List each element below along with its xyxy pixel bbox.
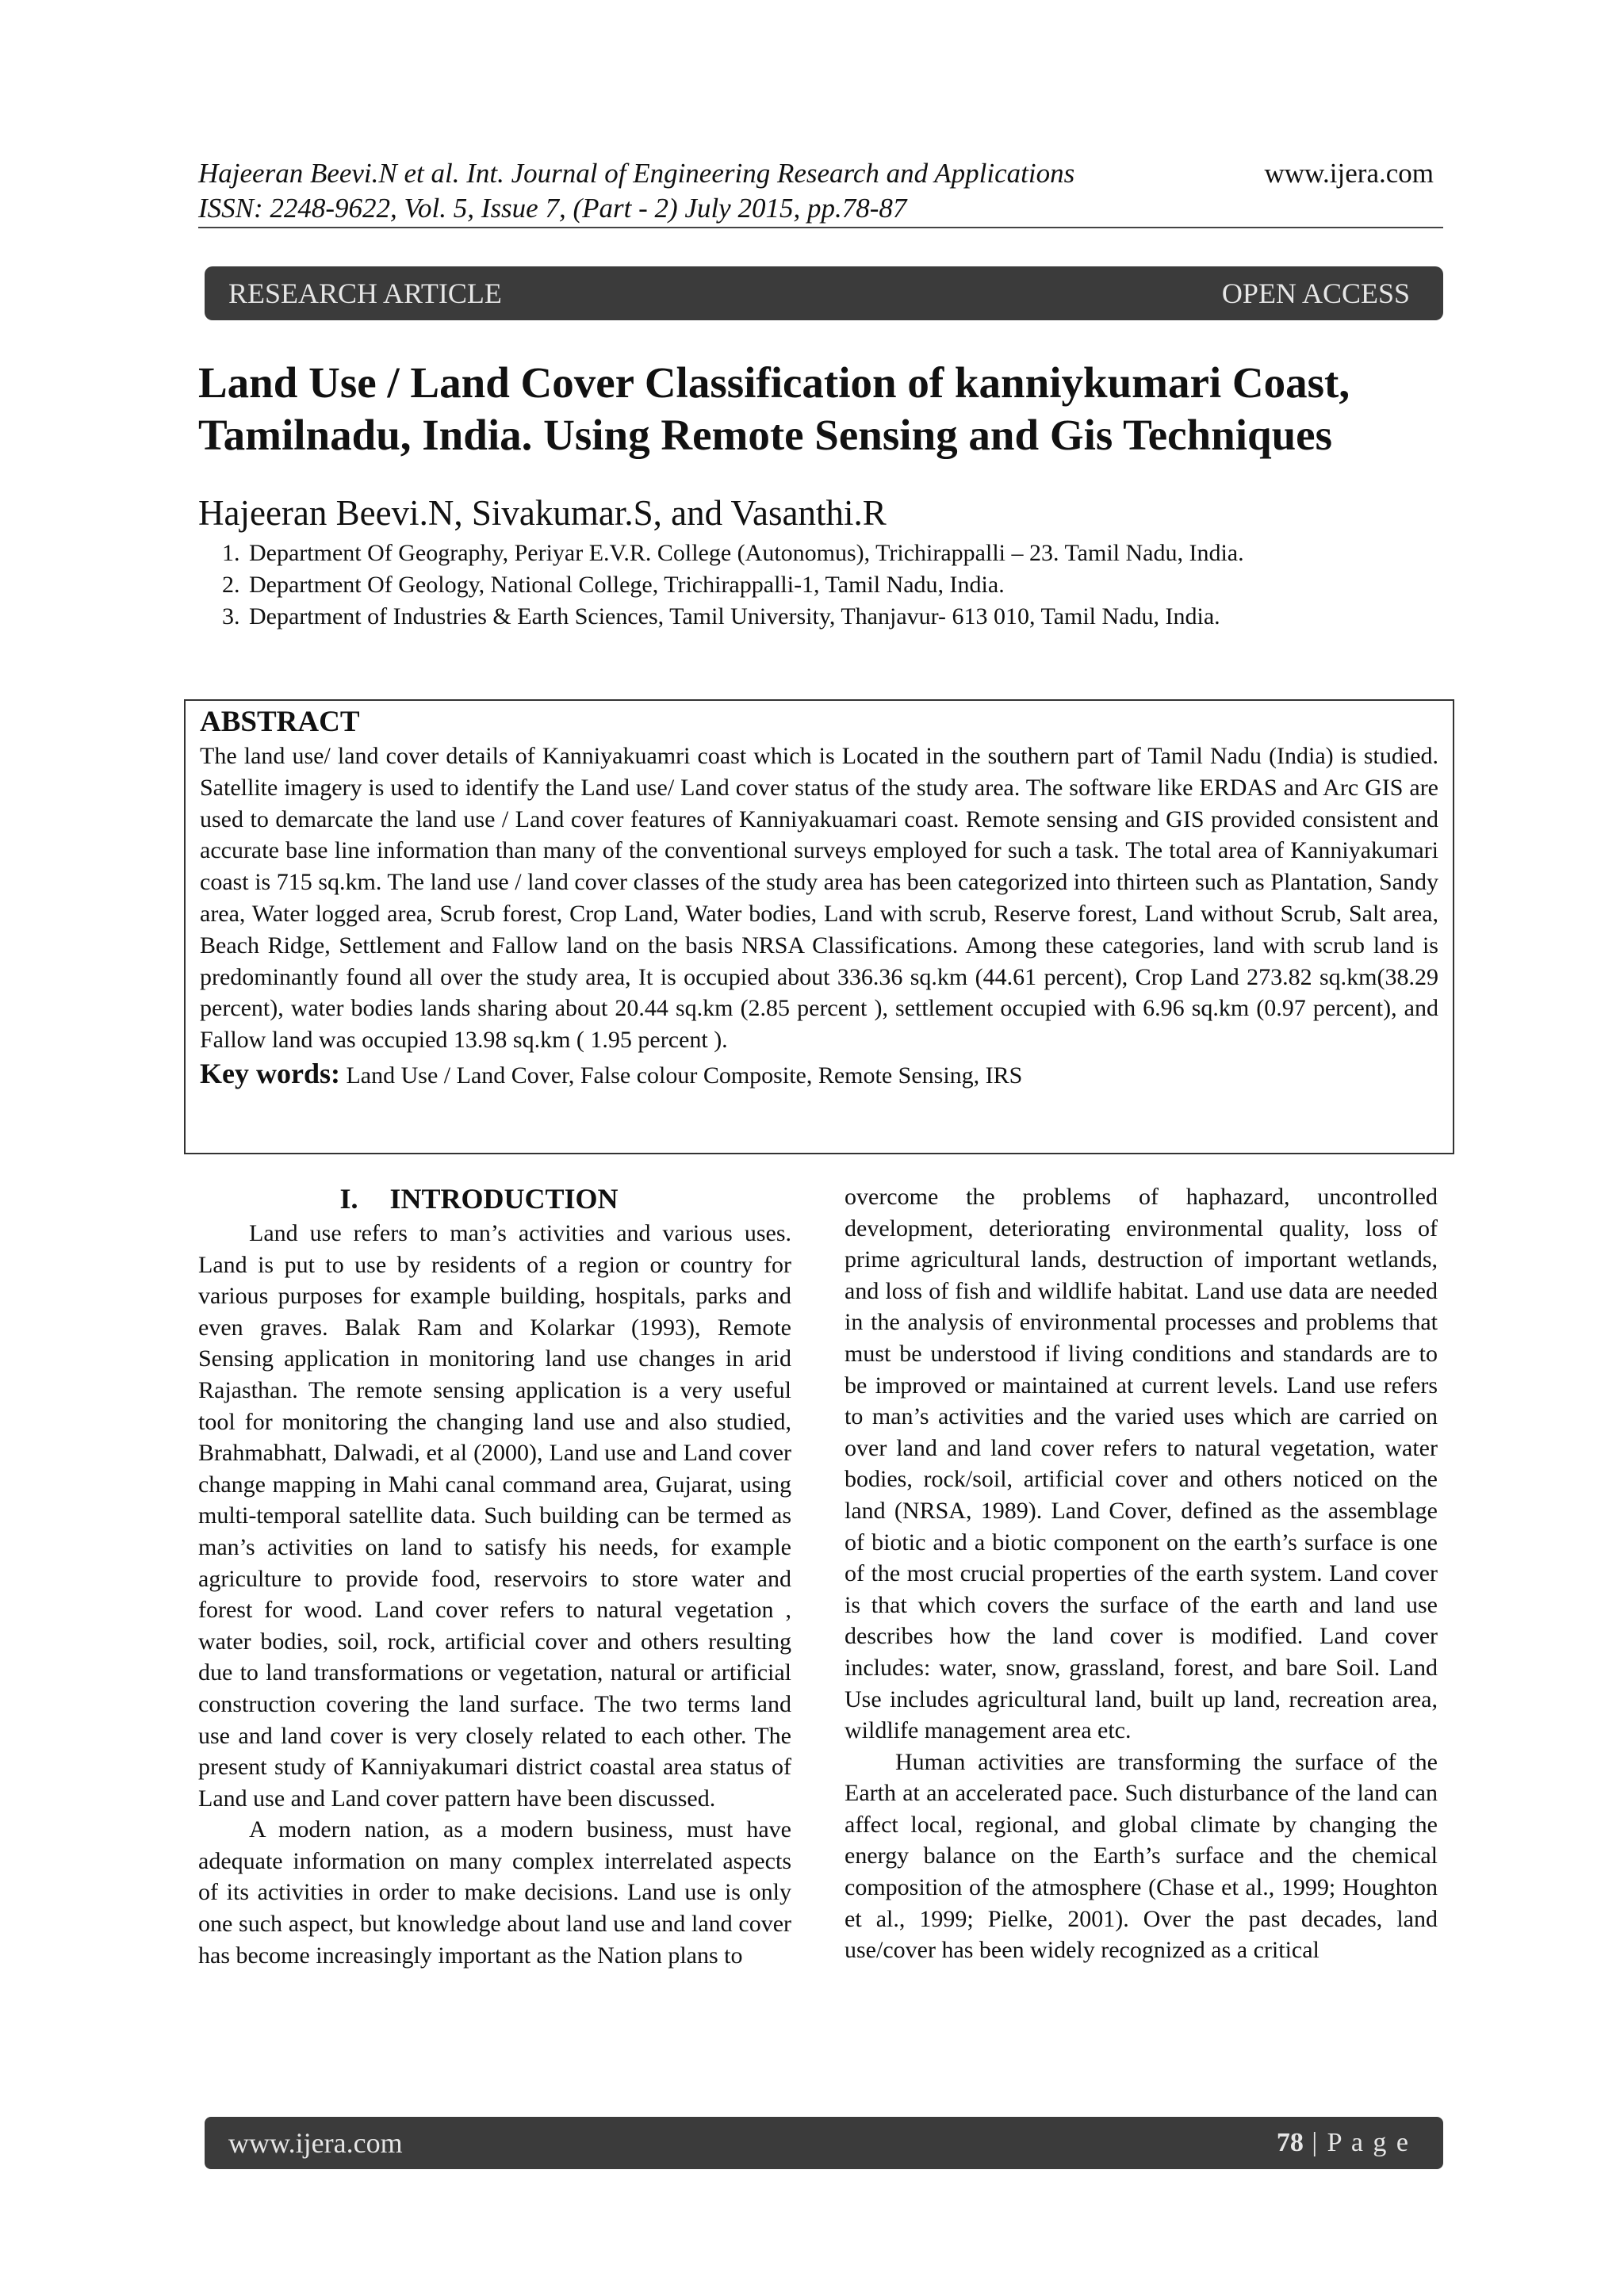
body-column-right <box>845 1181 1438 2093</box>
page-footer <box>205 2117 1443 2169</box>
intro-paragraph-2: A modern nation, as a modern business, must have adequate information on many complex interrelated aspects of its activities in order to make decisions. Land use is only one such aspect, but knowledge about land use and land cover has become increasingly important as the Nation plans to <box>198 1816 791 1969</box>
affiliation-item <box>222 538 1244 569</box>
citation-line-2: ISSN: 2248-9622, Vol. 5, Issue 7, (Part - 2) July 2015, pp.78-87 <box>198 193 907 224</box>
affiliation-number: 3. <box>222 603 240 629</box>
abstract-text: The land use/ land cover details of Kanniyakuamri coast which is Located in the southern part of Tamil Nadu (India) is studied. Satellite imagery is used to identify the Land use/ Land cover status of the study area. The software like ERDAS and Arc GIS are used to demarcate the land use / Land cover features of Kanniyakuamari coast. Remote sensing and GIS provided consistent and accurate base line information than many of the conventional surveys employed for such a task. The total area of Kanniyakumari coast is 715 sq.km. The land use / land cover classes of the study area has been categorized into thirteen such as Plantation, Sandy area, Water logged area, Scrub forest, Crop Land, Water bodies, Land with scrub, Reserve forest, Land without Scrub, Salt area, Beach Ridge, Settlement and Fallow land on the basis NRSA Classifications. Among these categories, land with scrub land is predominantly found all over the study area, It is occupied about 336.36 sq.km (44.61 percent), Crop Land 273.82 sq.km(38.29 percent), water bodies lands sharing about 20.44 sq.km (2.85 percent ), settlement occupied with 6.96 sq.km (0.97 percent), and Fallow land was occupied 13.98 sq.km ( 1.95 percent ). <box>200 743 1438 1054</box>
paper-title: Land Use / Land Cover Classification of kanniykumari Coast, Tamilnadu, India. Using Remote Sensing and Gis Techniques <box>198 358 1350 459</box>
research-article-label: RESEARCH ARTICLE <box>228 277 502 309</box>
citation-line-1: Hajeeran Beevi.N et al. Int. Journal of Engineering Research and Applications <box>198 158 1075 189</box>
intro-paragraph-3: Human activities are transforming the surface of the Earth at an accelerated pace. Such disturbance of the land can affect local, regional, and global climate by changing the energy balance on the Earth’s surface and the chemical composition of the atmosphere (Chase et al., 1999; Houghton et al., 1999; Pielke, 2001). Over the past decades, land use/cover has been widely recognized as a critical <box>845 1748 1438 1964</box>
author-list: Hajeeran Beevi.N, Sivakumar.S, and Vasanthi.R <box>198 493 887 533</box>
affiliation-text: Department Of Geology, National College, Trichirappalli-1, Tamil Nadu, India. <box>249 572 1005 598</box>
keywords-label: Key words: <box>200 1057 340 1089</box>
introduction-heading <box>198 1181 791 1216</box>
affiliation-item <box>222 569 1244 601</box>
page-number <box>1277 2128 1410 2158</box>
affiliation-text: Department of Industries & Earth Sciences, Tamil University, Thanjavur- 613 010, Tamil Nadu, India. <box>249 603 1220 629</box>
intro-paragraph-1: Land use refers to man’s activities and various uses. Land is put to use by residents of a region or country for various purposes for example building, hospitals, parks and even graves. Balak Ram and Kolarkar (1993), Remote Sensing application in monitoring land use changes in arid Rajasthan. The remote sensing application is a very useful tool for monitoring the changing land use and also studied, Brahmabhatt, Dalwadi, et al (2000), Land use and Land cover change mapping in Mahi canal command area, Gujarat, using multi-temporal satellite data. Such building can be termed as man’s activities on land to satisfy his needs, for example agriculture to provide food, reservoirs to store water and forest for wood. Land cover refers to natural vegetation , water bodies, soil, rock, artificial cover and others resulting due to land transformations or vegetation, natural or artificial construction covering the land surface. The two terms land use and land cover is very closely related to each other. The present study of Kanniyakumari district coastal area status of Land use and Land cover pattern have been discussed. <box>198 1220 791 1812</box>
affiliation-number: 1. <box>222 540 240 566</box>
page-number-value: 78 <box>1276 2128 1304 2157</box>
journal-citation <box>198 156 1074 226</box>
header-website-link[interactable]: www.ijera.com <box>1264 158 1434 189</box>
page-label: | P a g e <box>1312 2128 1410 2157</box>
abstract-box <box>184 699 1454 1154</box>
affiliation-item <box>222 601 1244 633</box>
affiliation-list <box>222 538 1244 633</box>
affiliation-number: 2. <box>222 572 240 598</box>
section-title: INTRODUCTION <box>389 1183 619 1215</box>
intro-paragraph-2-continued: overcome the problems of haphazard, uncontrolled development, deteriorating environmental quality, loss of prime agricultural lands, destruction of important wetlands, and loss of fish and wildlife habitat. Land use data are needed in the analysis of environmental processes and problems that must be understood if living conditions and standards are to be improved or maintained at current levels. Land use refers to man’s activities and the varied uses which are carried on over land and land cover refers to natural vegetation, water bodies, rock/soil, artificial cover and others noticed on the land (NRSA, 1989). Land Cover, defined as the assemblage of biotic and a biotic component on the earth’s surface is one of the most crucial properties of the earth system. Land cover is that which covers the surface of the earth and land use describes how the land cover is modified. Land cover includes: water, snow, grassland, forest, and bare Soil. Land Use includes agricultural land, built up land, recreation area, wildlife management area etc. <box>845 1184 1438 1744</box>
header-divider <box>198 227 1443 228</box>
keywords-text: Land Use / Land Cover, False colour Composite, Remote Sensing, IRS <box>346 1062 1023 1089</box>
article-type-banner <box>205 266 1443 320</box>
keywords-line <box>200 1056 1438 1093</box>
open-access-label: OPEN ACCESS <box>1221 277 1410 309</box>
section-number: I. <box>339 1183 358 1215</box>
body-column-left <box>198 1181 791 2093</box>
abstract-heading: ABSTRACT <box>200 706 360 738</box>
footer-website-link[interactable]: www.ijera.com <box>228 2127 403 2159</box>
affiliation-text: Department Of Geography, Periyar E.V.R. College (Autonomus), Trichirappalli – 23. Tamil Nadu, India. <box>249 540 1244 566</box>
